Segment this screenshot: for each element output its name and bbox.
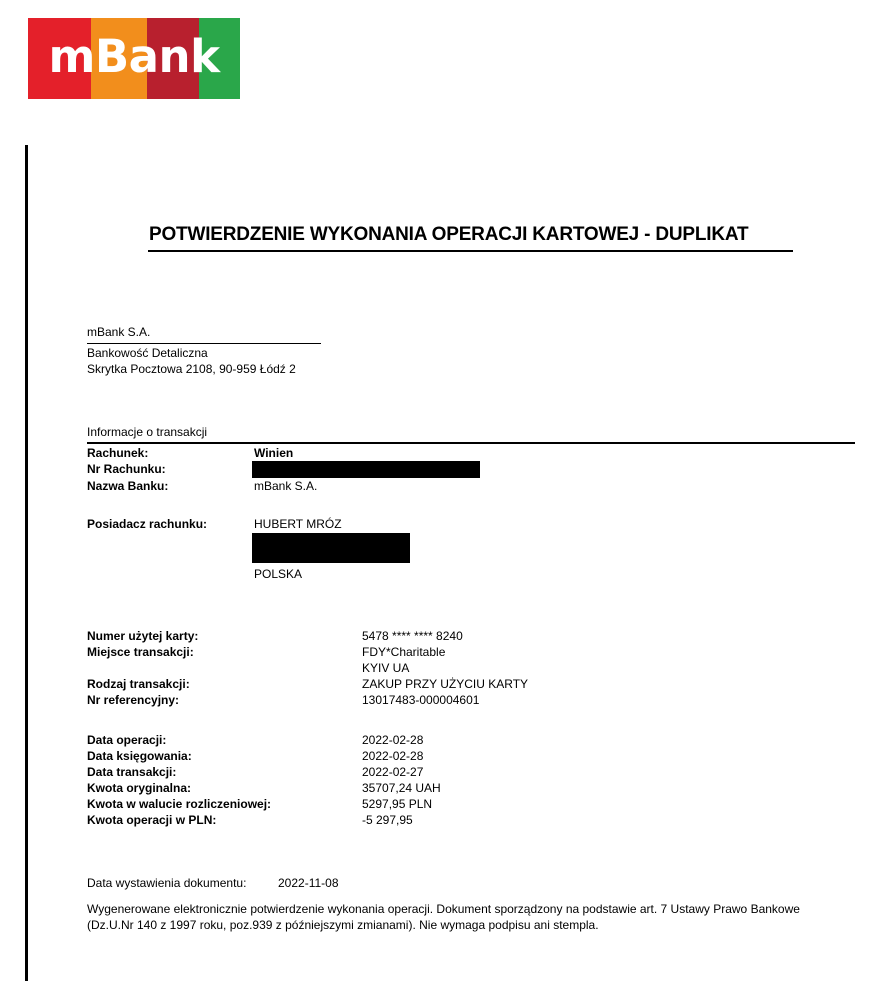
bank-address-line2: Skrytka Pocztowa 2108, 90-959 Łódź 2 [87,362,296,376]
op-date-value: 2022-02-28 [362,733,424,747]
ref-label: Nr referencyjny: [87,693,180,707]
bank-address-line1: Bankowość Detaliczna [87,346,208,360]
settle-amount-value: 5297,95 PLN [362,797,433,811]
tx-type-value: ZAKUP PRZY UŻYCIU KARTY [362,677,529,691]
settle-amount-label: Kwota w walucie rozliczeniowej: [87,797,272,811]
ref-value: 13017483-000004601 [362,693,480,707]
bank-name-rule [87,343,321,344]
title-underline [148,250,793,252]
place-value-line1: FDY*Charitable [362,645,446,659]
op-date-label: Data operacji: [87,733,167,747]
orig-amount-label: Kwota oryginalna: [87,781,192,795]
tx-date-label: Data transakcji: [87,765,177,779]
logo-wordmark: mBank [48,30,220,83]
card-number-label: Numer użytej karty: [87,629,199,643]
card-number-value: 5478 **** **** 8240 [362,629,463,643]
post-date-value: 2022-02-28 [362,749,424,763]
section-title: Informacje o transakcji [87,425,208,439]
bank-name-value: mBank S.A. [254,479,318,493]
section-rule [87,442,855,444]
redacted-holder-address [252,533,410,563]
place-label: Miejsce transakcji: [87,645,194,659]
place-value-line2: KYIV UA [362,661,410,675]
tx-type-label: Rodzaj transakcji: [87,677,190,691]
bank-name: mBank S.A. [87,325,151,339]
rachunek-value: Winien [254,446,294,460]
footer-note: Wygenerowane elektronicznie potwierdzenie wykonania operacji. Dokument sporządzony na podstawie art. 7 Ustawy Prawo Bankowe (Dz.U.Nr 140 z 1997 roku, poz.939 z późniejszymi zmianami). Nie wymaga podpisu ani stempla. [87,902,800,932]
holder-name: HUBERT MRÓZ [254,517,342,531]
redacted-account-number [252,461,480,478]
pln-amount-label: Kwota operacji w PLN: [87,813,217,827]
issue-date-label: Data wystawienia dokumentu: [87,876,247,890]
page-margin-bar [25,145,28,981]
issue-date-value: 2022-11-08 [278,876,339,890]
holder-label: Posiadacz rachunku: [87,517,208,531]
account-number-label: Nr Rachunku: [87,462,166,476]
tx-date-value: 2022-02-27 [362,765,424,779]
bank-name-label: Nazwa Banku: [87,479,169,493]
orig-amount-value: 35707,24 UAH [362,781,441,795]
mbank-logo [28,18,240,99]
rachunek-label: Rachunek: [87,446,149,460]
pln-amount-value: -5 297,95 [362,813,413,827]
document-title: POTWIERDZENIE WYKONANIA OPERACJI KARTOWEJ - DUPLIKAT [149,224,749,245]
holder-country: POLSKA [254,567,303,581]
post-date-label: Data księgowania: [87,749,192,763]
